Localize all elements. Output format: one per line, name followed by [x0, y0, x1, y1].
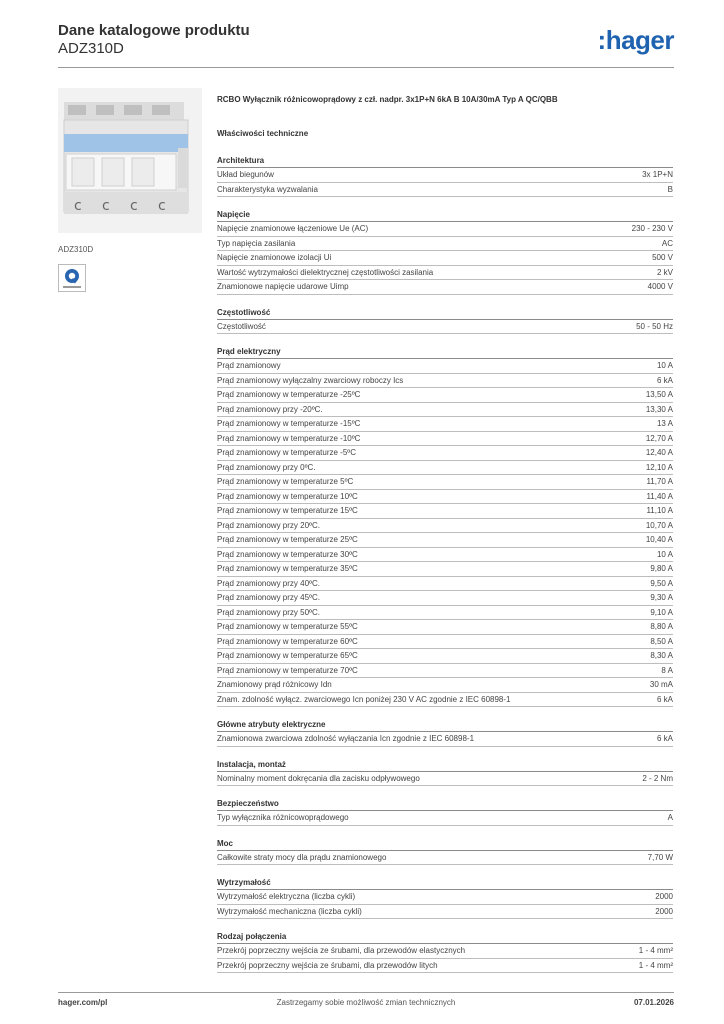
svg-text:c: c [158, 198, 166, 214]
spec-row [217, 417, 673, 432]
spec-value: 13 A [656, 419, 673, 428]
spec-label: Prąd znamionowy przy 0ºC. [217, 462, 316, 472]
spec-label: Prąd znamionowy w temperaturze 60ºC [217, 636, 358, 646]
spec-label: Prąd znamionowy w temperaturze 30ºC [217, 549, 358, 559]
spec-section [217, 154, 673, 197]
spec-label: Znam. zdolność wyłącz. zwarciowego Icn poniżej 230 V AC zgodnie z IEC 60898-1 [217, 694, 511, 704]
footer-website: hager.com/pl [58, 998, 108, 1007]
spec-row [217, 251, 673, 266]
product-image [58, 88, 202, 233]
spec-value: 30 mA [649, 680, 673, 689]
page-title: Dane katalogowe produktu [58, 22, 250, 39]
spec-value: 11,10 A [646, 506, 673, 515]
spec-row [217, 237, 673, 252]
spec-label: Prąd znamionowy przy 50ºC. [217, 607, 320, 617]
spec-section [217, 306, 673, 335]
spec-value: 230 - 230 V [631, 224, 673, 233]
spec-label: Prąd znamionowy w temperaturze 15ºC [217, 506, 358, 515]
left-column [58, 88, 202, 292]
spec-row [217, 183, 673, 198]
spec-label: Prąd znamionowy przy -20ºC. [217, 404, 323, 414]
spec-row [217, 664, 673, 679]
spec-value: 11,40 A [646, 491, 673, 501]
spec-row [217, 266, 673, 281]
spec-value: 12,40 A [645, 448, 673, 457]
spec-section [217, 345, 673, 707]
spec-row [217, 678, 673, 693]
spec-label: Prąd znamionowy w temperaturze -10ºC [217, 433, 361, 443]
spec-label: Prąd znamionowy w temperaturze 5ºC [217, 477, 354, 486]
spec-value: 10,40 A [645, 535, 673, 544]
section-title: Napięcie [217, 208, 673, 222]
product-description: RCBO Wyłącznik różnicowoprądowy z czł. nadpr. 3x1P+N 6kA B 10A/30mA Typ A QC/QBB [217, 95, 558, 104]
spec-row [217, 446, 673, 461]
spec-row [217, 388, 673, 403]
spec-row [217, 620, 673, 635]
spec-row [217, 533, 673, 548]
spec-label: Wytrzymałość mechaniczna (liczba cykli) [217, 906, 362, 916]
spec-label: Prąd znamionowy w temperaturze 70ºC [217, 665, 358, 675]
spec-row [217, 374, 673, 389]
spec-value: 8,30 A [650, 651, 673, 660]
spec-value: 13,50 A [645, 390, 673, 399]
spec-row [217, 577, 673, 592]
spec-row [217, 461, 673, 476]
footer-date: 07.01.2026 [633, 998, 674, 1007]
spec-value: A [667, 813, 673, 822]
header-divider [58, 67, 674, 68]
footer-divider [58, 992, 674, 993]
spec-row [217, 591, 673, 606]
section-title: Rodzaj połączenia [217, 930, 673, 944]
spec-row [217, 504, 673, 519]
spec-value: 7,70 W [647, 852, 673, 862]
spec-value: 2 - 2 Nm [642, 773, 673, 783]
spec-value: 10,70 A [645, 520, 673, 530]
spec-row [217, 403, 673, 418]
spec-value: 11,70 A [646, 477, 673, 486]
spec-row [217, 490, 673, 505]
spec-label: Typ wyłącznika różnicowoprądowego [217, 813, 349, 822]
spec-value: 2 kV [656, 267, 673, 277]
right-column [217, 94, 673, 984]
footer-disclaimer: Zastrzegamy sobie możliwość zmian technicznych [276, 998, 456, 1007]
spec-row [217, 562, 673, 577]
spec-label: Prąd znamionowy w temperaturze -15ºC [217, 419, 361, 428]
spec-label: Napięcie znamionowe łączeniowe Ue (AC) [217, 224, 369, 233]
spec-row [217, 890, 673, 905]
spec-row [217, 772, 673, 787]
section-title: Instalacja, montaż [217, 758, 673, 772]
spec-label: Prąd znamionowy przy 40ºC. [217, 578, 320, 588]
section-title: Prąd elektryczny [217, 345, 673, 359]
spec-section [217, 876, 673, 919]
spec-label: Znamionowy prąd różnicowy Idn [217, 680, 332, 689]
spec-label: Typ napięcia zasilania [217, 238, 296, 248]
spec-section [217, 930, 673, 973]
spec-row [217, 519, 673, 534]
section-title: Wytrzymałość [217, 876, 673, 890]
spec-row [217, 959, 673, 974]
spec-value: 9,80 A [650, 564, 673, 573]
spec-label: Znamionowe napięcie udarowe Uimp [217, 282, 349, 291]
spec-value: B [667, 184, 673, 194]
spec-label: Znamionowa zwarciowa zdolność wyłączania Icn zgodnie z IEC 60898-1 [217, 734, 475, 743]
spec-row [217, 811, 673, 826]
spec-label: Prąd znamionowy w temperaturze 35ºC [217, 564, 358, 573]
hager-logo: :hager [597, 25, 674, 55]
image-caption: ADZ310D [58, 245, 94, 254]
section-title: Bezpieczeństwo [217, 797, 673, 811]
spec-value: 6 kA [656, 375, 673, 385]
spec-value: 8 A [661, 665, 673, 675]
spec-value: 12,10 A [645, 462, 673, 472]
spec-label: Częstotliwość [217, 321, 266, 331]
spec-value: 13,30 A [645, 404, 673, 414]
spec-value: 9,10 A [650, 607, 673, 617]
spec-label: Wartość wytrzymałości dielektrycznej częstotliwości zasilania [217, 267, 434, 277]
spec-value: 12,70 A [645, 433, 673, 443]
spec-row [217, 359, 673, 374]
spec-row [217, 548, 673, 563]
spec-row [217, 635, 673, 650]
rcbo-device-illustration [58, 88, 202, 233]
spec-value: 1 - 4 mm² [638, 960, 673, 970]
spec-row [217, 320, 673, 335]
spec-label: Napięcie znamionowe izolacji Ui [217, 253, 332, 262]
spec-label: Prąd znamionowy w temperaturze 65ºC [217, 651, 358, 660]
spec-label: Prąd znamionowy wyłączalny zwarciowy roboczy Ics [217, 375, 404, 385]
technical-properties-title: Właściwości techniczne [217, 129, 309, 138]
spec-label: Prąd znamionowy przy 20ºC. [217, 520, 320, 530]
spec-label: Całkowite straty mocy dla prądu znamionowego [217, 852, 387, 862]
section-title: Architektura [217, 154, 673, 168]
spec-label: Prąd znamionowy w temperaturze -5ºC [217, 448, 356, 457]
section-title: Częstotliwość [217, 306, 673, 320]
header [58, 22, 674, 58]
spec-section [217, 718, 673, 747]
spec-value: 1 - 4 mm² [638, 946, 673, 955]
spec-label: Układ biegunów [217, 170, 274, 179]
spec-value: 2000 [655, 906, 673, 916]
spec-label: Prąd znamionowy w temperaturze 10ºC [217, 491, 358, 501]
spec-value: 9,50 A [650, 578, 673, 588]
spec-row [217, 475, 673, 490]
spec-value: 50 - 50 Hz [636, 321, 673, 331]
section-title: Główne atrybuty elektryczne [217, 718, 673, 732]
spec-value: 500 V [652, 253, 673, 262]
spec-value: 3x 1P+N [642, 170, 673, 179]
spec-value: AC [661, 238, 673, 248]
spec-row [217, 649, 673, 664]
spec-row [217, 222, 673, 237]
spec-label: Wytrzymałość elektryczna (liczba cykli) [217, 892, 356, 901]
spec-section [217, 797, 673, 826]
spec-value: 9,30 A [650, 593, 673, 602]
spec-value: 10 A [656, 361, 673, 370]
spec-value: 10 A [656, 549, 673, 559]
spec-label: Prąd znamionowy w temperaturze 25ºC [217, 535, 358, 544]
specs-sections [217, 154, 673, 973]
spec-label: Nominalny moment dokręcania dla zacisku odpływowego [217, 773, 420, 783]
spec-label: Prąd znamionowy w temperaturze -25ºC [217, 390, 361, 399]
section-title: Moc [217, 837, 673, 851]
spec-section [217, 208, 673, 295]
spec-value: 2000 [655, 892, 673, 901]
spec-value: 6 kA [656, 734, 673, 743]
spec-row [217, 944, 673, 959]
spec-value: 8,80 A [650, 622, 673, 631]
spec-value: 8,50 A [650, 636, 673, 646]
spec-section [217, 837, 673, 866]
spec-label: Charakterystyka wyzwalania [217, 184, 318, 194]
spec-label: Przekrój poprzeczny wejścia ze śrubami, dla przewodów elastycznych [217, 946, 466, 955]
svg-text:c: c [102, 198, 110, 214]
spec-value: 6 kA [656, 694, 673, 704]
svg-text:c: c [130, 198, 138, 214]
spec-section [217, 758, 673, 787]
spec-row [217, 432, 673, 447]
spec-row [217, 693, 673, 708]
quality-mark-icon [58, 264, 86, 292]
spec-value: 4000 V [647, 282, 673, 291]
spec-row [217, 851, 673, 866]
product-code: ADZ310D [58, 40, 124, 57]
spec-label: Prąd znamionowy [217, 361, 281, 370]
spec-label: Prąd znamionowy przy 45ºC. [217, 593, 320, 602]
spec-row [217, 606, 673, 621]
spec-row [217, 905, 673, 920]
spec-row [217, 280, 673, 295]
spec-label: Prąd znamionowy w temperaturze 55ºC [217, 622, 358, 631]
svg-text:c: c [74, 198, 82, 214]
spec-row [217, 732, 673, 747]
spec-label: Przekrój poprzeczny wejścia ze śrubami, dla przewodów litych [217, 960, 438, 970]
spec-row [217, 168, 673, 183]
